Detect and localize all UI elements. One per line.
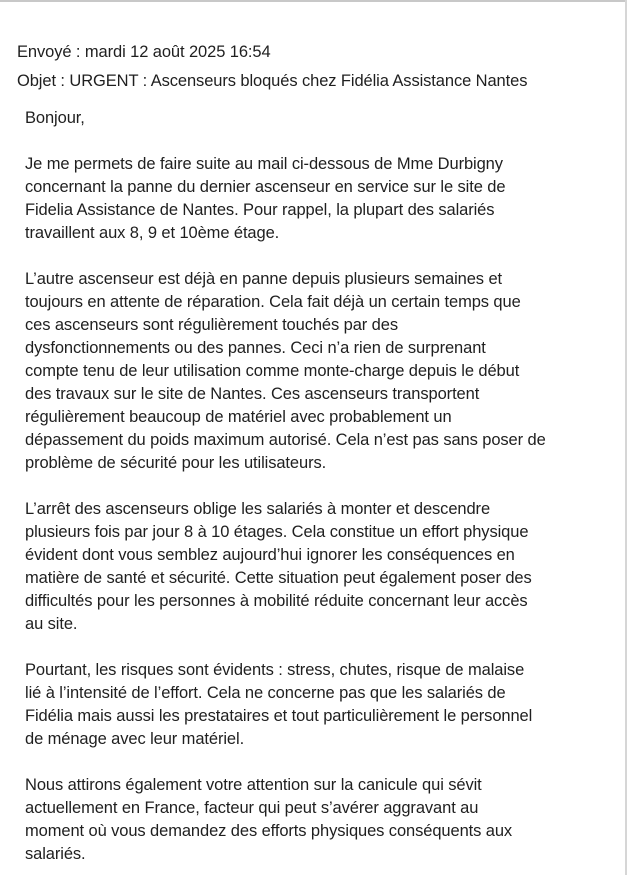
subject-line: Objet : URGENT : Ascenseurs bloqués chez Fidélia Assistance Nantes [17,72,528,90]
paragraph-4: Pourtant, les risques sont évidents : stress, chutes, risque de malaise lié à l’intensité de l’effort. Cela ne concerne pas que les salariés de Fidélia mais aussi les prestataires et tout particulièrement le personnel de ménage avec leur matériel. [25,661,533,748]
top-border [0,0,627,2]
email-header [17,38,527,96]
sent-line: Envoyé : mardi 12 août 2025 16:54 [17,43,271,61]
paragraph-3: L’arrêt des ascenseurs oblige les salariés à monter et descendre plusieurs fois par jour 8 à 10 étages. Cela constitue un effort physique évident dont vous semblez aujourd’hui ignorer les conséquences en matière de santé et sécurité. Cette situation peut également poser des difficultés pour les personnes à mobilité réduite concernant leur accès au site. [25,500,532,633]
greeting: Bonjour, [25,109,85,127]
paragraph-2: L’autre ascenseur est déjà en panne depuis plusieurs semaines et toujours en attente de réparation. Cela fait déjà un certain temps que ces ascenseurs sont régulièrement touchés par des dysfonctionnements ou des pannes. Ceci n’a rien de surprenant compte tenu de leur utilisation comme monte-charge depuis le début des travaux sur le site de Nantes. Ces ascenseurs transportent régulièrement beaucoup de matériel avec probablement un dépassement du poids maximum autorisé. Cela n’est pas sans poser de problème de sécurité pour les utilisateurs. [25,270,546,472]
paragraph-5: Nous attirons également votre attention sur la canicule qui sévit actuellement en France, facteur qui peut s’avérer aggravant au moment où vous demandez des efforts physiques conséquents aux salariés. [25,776,513,863]
email-body [25,107,625,866]
paragraph-1: Je me permets de faire suite au mail ci-dessous de Mme Durbigny concernant la panne du dernier ascenseur en service sur le site de Fidelia Assistance de Nantes. Pour rappel, la plupart des salariés travaillent aux 8, 9 et 10ème étage. [25,155,506,242]
